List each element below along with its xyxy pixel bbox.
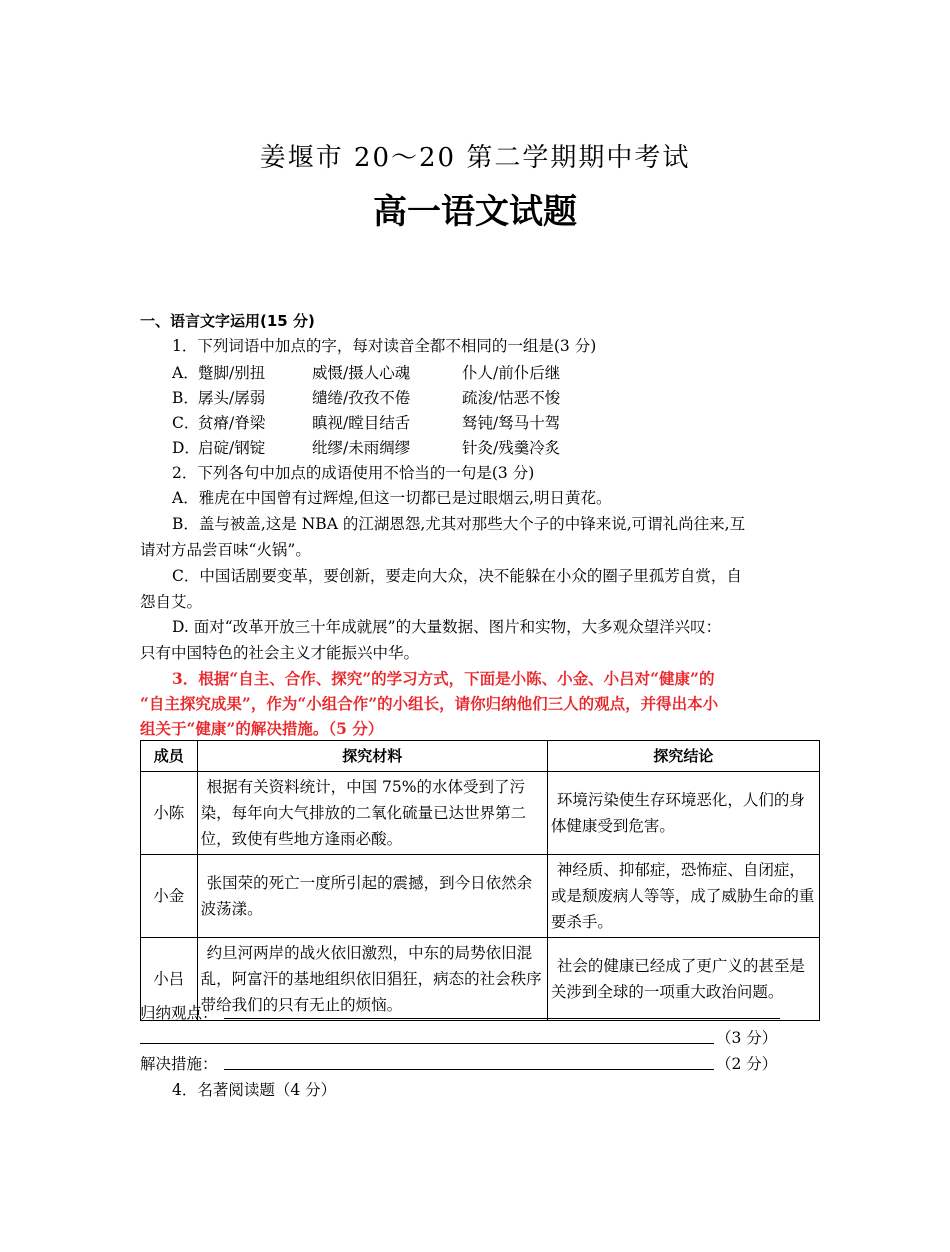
option-pair-1: 贫瘠/脊梁: [198, 414, 266, 432]
option-pair-3: 疏浚/怙恶不悛: [462, 389, 561, 407]
material-cell: 张国荣的死亡一度所引起的震撼，到今日依然余波荡漾。: [197, 855, 547, 938]
q1-stem: 1．下列词语中加点的字，每对读音全都不相同的一组是(3 分): [172, 337, 597, 355]
summary-points: （3 分）: [716, 1029, 778, 1047]
measure-answer-line[interactable]: [224, 1068, 714, 1070]
q2-option-a: A．雅虎在中国曾有过辉煌,但这一切都已是过眼烟云,明日黄花。: [172, 489, 612, 507]
option-label: C．: [172, 414, 200, 432]
option-label: D．: [172, 439, 200, 457]
option-pair-1: 启碇/钢锭: [198, 439, 266, 457]
option-pair-3: 针灸/残羹冷炙: [462, 439, 561, 457]
option-pair-3: 驽钝/驽马十驾: [462, 414, 561, 432]
option-label: B．: [172, 389, 199, 407]
option-pair-2: 缱绻/孜孜不倦: [312, 389, 411, 407]
table-row: [141, 938, 820, 1021]
summary-label: 归纳观点：: [140, 1004, 218, 1022]
q3-stem-line2: “自主探究成果”，作为“小组合作”的小组长，请你归纳他们三人的观点，并得出本小: [140, 694, 719, 713]
conclusion-cell: 环境污染使生存环境恶化，人们的身体健康受到危害。: [547, 772, 819, 855]
exam-title: 高一语文试题: [373, 192, 577, 232]
option-pair-1: 孱头/孱弱: [198, 389, 266, 407]
option-pair-2: 威慑/摄人心魂: [312, 364, 411, 382]
header-material: 探究材料: [197, 741, 547, 772]
member-cell: 小陈: [141, 772, 198, 855]
q2-option-c-line1: C．中国话剧要变革，要创新，要走向大众，决不能躲在小众的圈子里孤芳自赏，自: [172, 567, 742, 585]
q4-stem: 4．名著阅读题（4 分）: [172, 1081, 337, 1099]
q3-stem-line3: 组关于“健康”的解决措施。（5 分）: [140, 719, 384, 738]
q2-stem: 2．下列各句中加点的成语使用不恰当的一句是(3 分): [172, 464, 535, 482]
section-heading: 一、语言文字运用(15 分): [140, 312, 315, 330]
option-pair-1: 蹩脚/别扭: [198, 364, 266, 382]
option-label: A．: [172, 364, 199, 382]
measure-points: （2 分）: [716, 1055, 778, 1073]
table-header-row: [141, 741, 820, 772]
q2-option-d-line2: 只有中国特色的社会主义才能振兴中华。: [140, 644, 420, 662]
conclusion-cell: 社会的健康已经成了更广义的甚至是关涉到全球的一项重大政治问题。: [547, 938, 819, 1021]
q2-option-c-line2: 怨自艾。: [140, 593, 203, 611]
inquiry-table: [140, 740, 820, 1021]
q2-option-b-line2: 请对方品尝百味“火锅”。: [140, 541, 311, 559]
material-cell: 约旦河两岸的战火依旧激烈，中东的局势依旧混乱，阿富汗的基地组织依旧猖狂，病态的社会秩序带给我们的只有无止的烦恼。: [197, 938, 547, 1021]
summary-answer-line-2[interactable]: [140, 1042, 714, 1044]
option-pair-3: 仆人/前仆后继: [462, 364, 561, 382]
header-member: 成员: [141, 741, 198, 772]
material-cell: 根据有关资料统计，中国 75%的水体受到了污染，每年向大气排放的二氧化硫量已达世界第二位，致使有些地方逢雨必酸。: [197, 772, 547, 855]
exam-subtitle: 姜堰市 20～20 第二学期期中考试: [259, 143, 691, 173]
table-row: [141, 855, 820, 938]
member-cell: 小吕: [141, 938, 198, 1021]
table-row: [141, 772, 820, 855]
measure-label: 解决措施：: [140, 1055, 218, 1073]
q2-option-b-line1: B．盖与被盖,这是 NBA 的江湖恩怨,尤其对那些大个子的中锋来说,可谓礼尚往来,互: [172, 515, 746, 533]
summary-answer-line-1[interactable]: [224, 1017, 780, 1019]
option-pair-2: 瞋视/瞠目结舌: [312, 414, 411, 432]
header-conclusion: 探究结论: [547, 741, 819, 772]
q2-option-d-line1: D. 面对“改革开放三十年成就展”的大量数据、图片和实物，大多观众望洋兴叹：: [172, 618, 722, 636]
option-pair-2: 纰缪/未雨绸缪: [312, 439, 411, 457]
conclusion-cell: 神经质、抑郁症，恐怖症、自闭症，或是颓废病人等等，成了威胁生命的重要杀手。: [547, 855, 819, 938]
member-cell: 小金: [141, 855, 198, 938]
q3-stem-line1: 3．根据“自主、合作、探究”的学习方式，下面是小陈、小金、小吕对“健康”的: [172, 669, 715, 688]
